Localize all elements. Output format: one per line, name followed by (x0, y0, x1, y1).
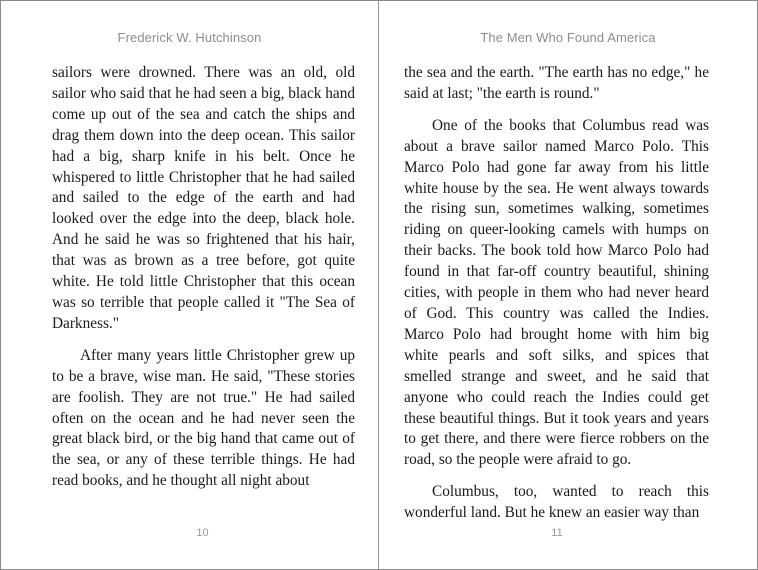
right-page[interactable] (379, 1, 757, 569)
right-page-text (404, 63, 709, 524)
left-page-text (52, 63, 355, 492)
book-title-header: The Men Who Found America (480, 30, 656, 45)
page-number: 11 (551, 527, 563, 539)
paragraph: sailors were drowned. There was an old, old sailor who said that he had seen a big, black hand come up out of the sea and catch the ships and drag them down into the deep ocean. This sailor had a big, sharp knife in his belt. Once he whispered to little Christopher that he had sailed and sailed to the edge of the earth and had looked over the edge into the deep, black hole. And he said he was so frightened that his hair, that was as brown as a tree before, got quite white. He told little Christopher that this ocean was so terrible that people called it "The Sea of Darkness." (52, 64, 355, 332)
paragraph: One of the books that Columbus read was about a brave sailor named Marco Polo. This Marco Polo had gone far away from his little white house by the sea. He went always towards the rising sun, sometimes walking, sometimes riding on queer-looking camels with humps on their backs. The book told how Marco Polo had found in that far-off country beautiful, shining cities, with people in them who had never heard of God. This country was called the Indies. Marco Polo had brought home with him big white pearls and soft silks, and spices that smelled strange and sweet, and he said that anyone who could reach the Indies could get these beautiful things. But it took years and years to get there, and there were fierce robbers on the road, so the people were afraid to go. (404, 116, 709, 469)
page-number: 10 (196, 527, 209, 539)
paragraph: After many years little Christopher grew up to be a brave, wise man. He said, "These stories are foolish. They are not true." He had sailed often on the ocean and he had never seen the great black bird, or the big hand that came out of the sea, or any of these terrible things. He had read books, and he thought all night about (52, 346, 355, 490)
paragraph: Columbus, too, wanted to reach this wonderful land. But he knew an easier way than (404, 483, 709, 522)
author-header: Frederick W. Hutchinson (117, 30, 262, 45)
left-page[interactable] (1, 1, 379, 569)
paragraph: the sea and the earth. "The earth has no edge," he said at last; "the earth is round." (404, 64, 709, 102)
